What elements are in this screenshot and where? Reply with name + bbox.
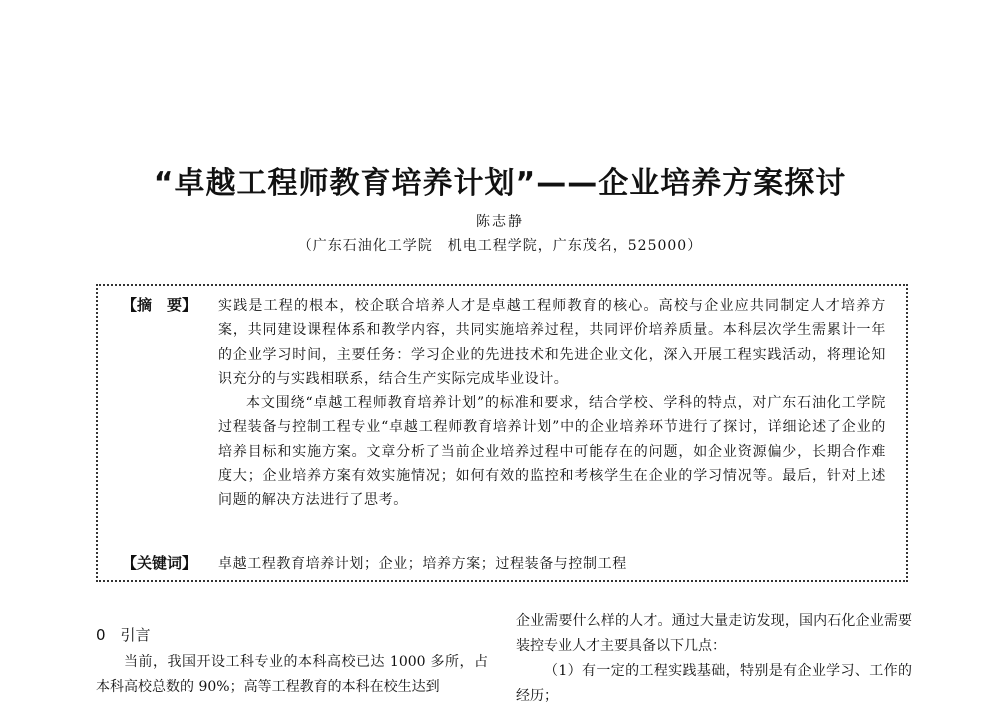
body-right-column: [516, 609, 912, 709]
body-right-line-1: 企业需要什么样的人才。通过大量走访发现，国内石化企业需要装控专业人才主要具备以下几点：: [516, 613, 912, 654]
abstract-paragraph-2: 本文围绕“卓越工程师教育培养计划”的标准和要求，结合学校、学科的特点，对广东石油化工学院过程装备与控制工程专业“卓越工程师教育培养计划”中的企业培养环节进行了探讨，详细论述了企业的培养目标和实施方案。文章分析了当前企业培养过程中可能存在的问题，如企业资源偏少，长期合作难度大；企业培养方案有效实施情况；如何有效的监控和考核学生在企业的学习情况等。最后，针对上述问题的解决方法进行了思考。: [218, 395, 886, 509]
paper-affiliation: （广东石油化工学院 机电工程学院，广东茂名，525000）: [297, 238, 703, 254]
keywords-label: 【关键词】: [122, 554, 198, 572]
body-right-line-2: （1）有一定的工程实践基础，特别是有企业学习、工作的经历；: [516, 663, 912, 704]
paper-author: 陈志静: [476, 214, 524, 230]
body-left-paragraph: 当前，我国开设工科专业的本科高校已达 1000 多所，占本科高校总数的 90%；高等工程教育的本科在校生达到: [96, 654, 488, 695]
abstract-box: [96, 284, 908, 582]
keywords-text: 卓越工程教育培养计划；企业；培养方案；过程装备与控制工程: [218, 556, 627, 572]
abstract-label: 【摘 要】: [122, 296, 198, 314]
paper-title: “卓越工程师教育培养计划”——企业培养方案探讨: [153, 166, 847, 201]
abstract-text: [218, 294, 886, 513]
section-heading: 0 引言: [96, 626, 151, 644]
abstract-paragraph-1: 实践是工程的根本，校企联合培养人才是卓越工程师教育的核心。高校与企业应共同制定人才培养方案，共同建设课程体系和教学内容，共同实施培养过程，共同评价培养质量。本科层次学生需累计一年的企业学习时间，主要任务：学习企业的先进技术和先进企业文化，深入开展工程实践活动，将理论知识充分的与实践相联系，结合生产实际完成毕业设计。: [218, 298, 886, 387]
